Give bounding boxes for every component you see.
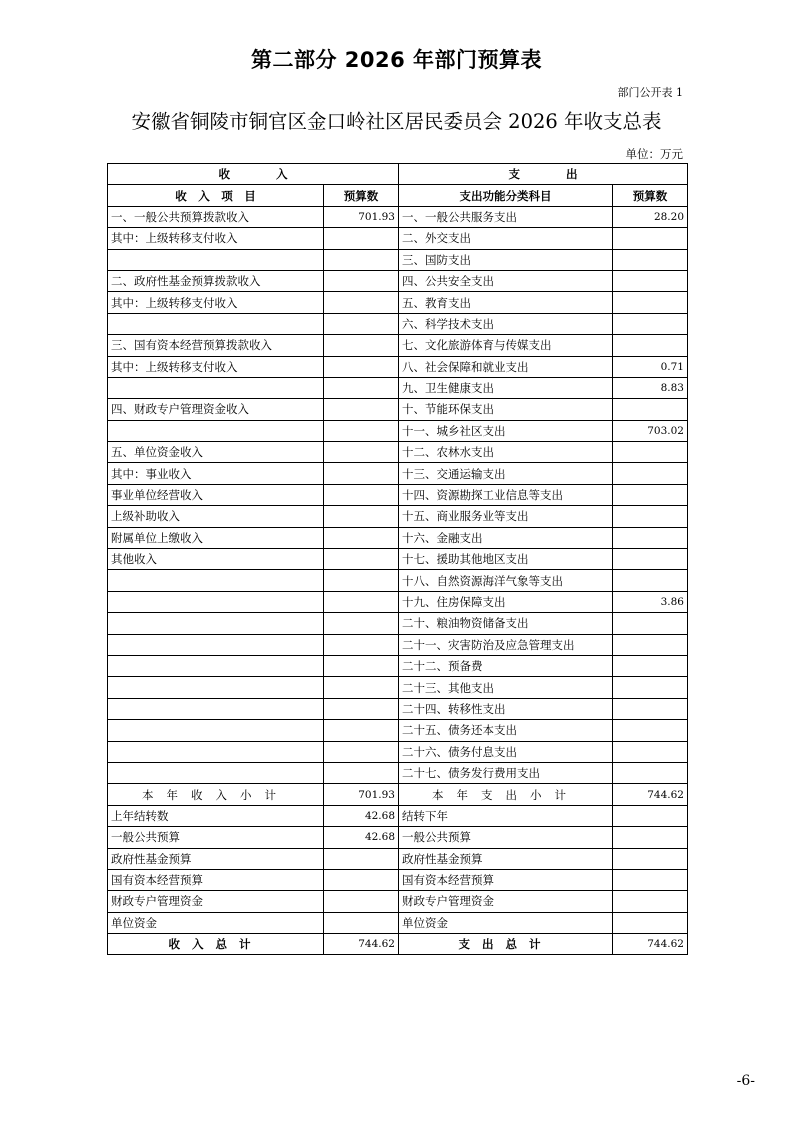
income-item-cell <box>108 613 324 634</box>
income-amount-cell <box>324 228 399 249</box>
table-row <box>108 463 688 484</box>
expense-item-cell: 二十一、灾害防治及应急管理支出 <box>399 634 613 655</box>
budget-summary-table <box>107 163 688 955</box>
income-item-cell <box>108 677 324 698</box>
income-item-cell <box>108 249 324 270</box>
income-item-cell <box>108 420 324 441</box>
income-item-column-header: 收 入 项 目 <box>108 185 324 206</box>
expense-amount-cell <box>613 292 688 313</box>
table-row <box>108 206 688 227</box>
form-number: 部门公开表 1 <box>617 86 683 99</box>
expense-item-cell: 十七、援助其他地区支出 <box>399 549 613 570</box>
expense-total-label: 支出总计 <box>399 934 613 955</box>
table-row <box>108 762 688 783</box>
expense-item-cell: 二十二、预备费 <box>399 655 613 676</box>
expense-amount-cell: 8.83 <box>613 377 688 398</box>
expense-item-cell: 十五、商业服务业等支出 <box>399 506 613 527</box>
expense-amount-cell <box>613 549 688 570</box>
income-amount-cell <box>324 570 399 591</box>
expense-amount-cell <box>613 741 688 762</box>
expense-item-cell: 五、教育支出 <box>399 292 613 313</box>
income-item-cell: 三、国有资本经营预算拨款收入 <box>108 335 324 356</box>
expense-amount-cell <box>613 463 688 484</box>
income-item-cell: 附属单位上缴收入 <box>108 527 324 548</box>
table-row <box>108 377 688 398</box>
income-carryover-label: 一般公共预算 <box>108 827 324 848</box>
expense-carryover-value <box>613 805 688 826</box>
income-amount-cell <box>324 741 399 762</box>
table-row <box>108 399 688 420</box>
income-item-cell: 其中：上级转移支付收入 <box>108 228 324 249</box>
income-item-cell <box>108 591 324 612</box>
income-amount-cell <box>324 463 399 484</box>
income-item-cell: 二、政府性基金预算拨款收入 <box>108 270 324 291</box>
expense-amount-cell: 3.86 <box>613 591 688 612</box>
expense-item-cell: 一、一般公共服务支出 <box>399 206 613 227</box>
income-amount-cell <box>324 762 399 783</box>
income-amount-cell <box>324 655 399 676</box>
expense-amount-cell <box>613 527 688 548</box>
expense-carryover-value <box>613 848 688 869</box>
table-title: 安徽省铜陵市铜官区金口岭社区居民委员会 2026 年收支总表 <box>131 110 662 133</box>
income-carryover-value: 42.68 <box>324 805 399 826</box>
income-amount-cell: 701.93 <box>324 206 399 227</box>
income-item-cell <box>108 570 324 591</box>
expense-item-cell: 十八、自然资源海洋气象等支出 <box>399 570 613 591</box>
income-amount-cell <box>324 484 399 505</box>
income-amount-cell <box>324 549 399 570</box>
expense-carryover-value <box>613 891 688 912</box>
expense-item-cell: 九、卫生健康支出 <box>399 377 613 398</box>
income-total-value: 744.62 <box>324 934 399 955</box>
table-row <box>108 591 688 612</box>
expense-amount-cell <box>613 570 688 591</box>
income-amount-cell <box>324 677 399 698</box>
expense-item-cell: 二十五、债务还本支出 <box>399 720 613 741</box>
expense-item-cell: 十四、资源勘探工业信息等支出 <box>399 484 613 505</box>
income-amount-column-header: 预算数 <box>324 185 399 206</box>
expense-item-cell: 三、国防支出 <box>399 249 613 270</box>
expense-item-cell: 十三、交通运输支出 <box>399 463 613 484</box>
table-header-row <box>108 164 688 185</box>
budget-table-body <box>108 164 688 955</box>
income-amount-cell <box>324 442 399 463</box>
income-item-cell <box>108 377 324 398</box>
income-item-cell <box>108 741 324 762</box>
expense-amount-cell <box>613 249 688 270</box>
income-item-cell: 上级补助收入 <box>108 506 324 527</box>
income-amount-cell <box>324 527 399 548</box>
table-row <box>108 634 688 655</box>
expense-item-cell: 十一、城乡社区支出 <box>399 420 613 441</box>
income-item-cell <box>108 762 324 783</box>
income-amount-cell <box>324 313 399 334</box>
expense-item-cell: 二十七、债务发行费用支出 <box>399 762 613 783</box>
expense-amount-cell <box>613 698 688 719</box>
income-item-cell <box>108 655 324 676</box>
table-row <box>108 549 688 570</box>
income-carryover-label: 上年结转数 <box>108 805 324 826</box>
expense-amount-cell <box>613 335 688 356</box>
carryover-row <box>108 827 688 848</box>
income-amount-cell <box>324 399 399 420</box>
income-total-label: 收入总计 <box>108 934 324 955</box>
expense-amount-cell: 0.71 <box>613 356 688 377</box>
income-amount-cell <box>324 698 399 719</box>
expense-item-cell: 六、科学技术支出 <box>399 313 613 334</box>
income-item-cell <box>108 634 324 655</box>
expense-item-cell: 四、公共安全支出 <box>399 270 613 291</box>
expense-item-cell: 二十三、其他支出 <box>399 677 613 698</box>
income-carryover-value <box>324 912 399 933</box>
income-subtotal-label: 本年收入小计 <box>108 784 324 805</box>
income-amount-cell <box>324 356 399 377</box>
income-item-cell: 一、一般公共预算拨款收入 <box>108 206 324 227</box>
expense-carryover-label: 政府性基金预算 <box>399 848 613 869</box>
expense-carryover-value <box>613 827 688 848</box>
expense-amount-cell: 28.20 <box>613 206 688 227</box>
table-row <box>108 613 688 634</box>
unit-label: 单位：万元 <box>625 147 683 161</box>
table-row <box>108 655 688 676</box>
expense-amount-cell <box>613 399 688 420</box>
expense-carryover-label: 单位资金 <box>399 912 613 933</box>
column-header-row <box>108 185 688 206</box>
income-amount-cell <box>324 613 399 634</box>
expense-carryover-label: 国有资本经营预算 <box>399 869 613 890</box>
expense-carryover-label: 一般公共预算 <box>399 827 613 848</box>
table-row <box>108 270 688 291</box>
expense-amount-cell <box>613 634 688 655</box>
expense-item-cell: 二十六、债务付息支出 <box>399 741 613 762</box>
income-item-cell: 其他收入 <box>108 549 324 570</box>
expense-item-cell: 十九、住房保障支出 <box>399 591 613 612</box>
expense-amount-cell <box>613 442 688 463</box>
income-item-cell <box>108 313 324 334</box>
table-row <box>108 506 688 527</box>
carryover-row <box>108 848 688 869</box>
part-title: 第二部分 2026 年部门预算表 <box>250 48 543 72</box>
expense-amount-cell <box>613 762 688 783</box>
expense-amount-cell <box>613 613 688 634</box>
expense-item-column-header: 支出功能分类科目 <box>399 185 613 206</box>
expense-subtotal-label: 本年支出小计 <box>399 784 613 805</box>
table-row <box>108 356 688 377</box>
income-item-cell: 其中：上级转移支付收入 <box>108 292 324 313</box>
expense-item-cell: 二十、粮油物资储备支出 <box>399 613 613 634</box>
expense-amount-cell <box>613 484 688 505</box>
income-carryover-value <box>324 869 399 890</box>
page-number: -6- <box>736 1073 755 1089</box>
expense-amount-cell <box>613 506 688 527</box>
income-carryover-value <box>324 848 399 869</box>
carryover-row <box>108 805 688 826</box>
income-subtotal-value: 701.93 <box>324 784 399 805</box>
expense-amount-cell <box>613 313 688 334</box>
table-row <box>108 228 688 249</box>
table-row <box>108 677 688 698</box>
expense-amount-cell <box>613 655 688 676</box>
income-carryover-value: 42.68 <box>324 827 399 848</box>
carryover-row <box>108 891 688 912</box>
expense-item-cell: 十二、农林水支出 <box>399 442 613 463</box>
income-amount-cell <box>324 506 399 527</box>
table-row <box>108 249 688 270</box>
expense-amount-cell <box>613 270 688 291</box>
income-amount-cell <box>324 591 399 612</box>
income-item-cell: 其中：事业收入 <box>108 463 324 484</box>
expense-carryover-value <box>613 912 688 933</box>
income-amount-cell <box>324 634 399 655</box>
expense-subtotal-value: 744.62 <box>613 784 688 805</box>
income-item-cell: 四、财政专户管理资金收入 <box>108 399 324 420</box>
expense-amount-cell <box>613 720 688 741</box>
income-item-cell: 五、单位资金收入 <box>108 442 324 463</box>
income-amount-cell <box>324 292 399 313</box>
income-amount-cell <box>324 249 399 270</box>
expense-carryover-label: 结转下年 <box>399 805 613 826</box>
expense-amount-column-header: 预算数 <box>613 185 688 206</box>
income-item-cell <box>108 720 324 741</box>
income-amount-cell <box>324 335 399 356</box>
income-amount-cell <box>324 420 399 441</box>
expense-amount-cell: 703.02 <box>613 420 688 441</box>
expense-item-cell: 十六、金融支出 <box>399 527 613 548</box>
income-amount-cell <box>324 270 399 291</box>
expense-amount-cell <box>613 228 688 249</box>
income-section-header: 收 入 <box>108 164 399 185</box>
expense-item-cell: 二、外交支出 <box>399 228 613 249</box>
table-row <box>108 698 688 719</box>
table-row <box>108 484 688 505</box>
table-row <box>108 313 688 334</box>
table-row <box>108 420 688 441</box>
expense-item-cell: 二十四、转移性支出 <box>399 698 613 719</box>
expense-total-value: 744.62 <box>613 934 688 955</box>
expense-section-header: 支 出 <box>399 164 688 185</box>
income-carryover-label: 政府性基金预算 <box>108 848 324 869</box>
income-amount-cell <box>324 377 399 398</box>
income-carryover-value <box>324 891 399 912</box>
table-row <box>108 292 688 313</box>
carryover-row <box>108 912 688 933</box>
income-item-cell: 其中：上级转移支付收入 <box>108 356 324 377</box>
carryover-row <box>108 869 688 890</box>
income-item-cell <box>108 698 324 719</box>
table-row <box>108 570 688 591</box>
income-carryover-label: 财政专户管理资金 <box>108 891 324 912</box>
income-carryover-label: 单位资金 <box>108 912 324 933</box>
income-carryover-label: 国有资本经营预算 <box>108 869 324 890</box>
table-row <box>108 527 688 548</box>
subtotal-row <box>108 784 688 805</box>
expense-item-cell: 七、文化旅游体育与传媒支出 <box>399 335 613 356</box>
expense-amount-cell <box>613 677 688 698</box>
expense-carryover-label: 财政专户管理资金 <box>399 891 613 912</box>
table-row <box>108 335 688 356</box>
income-item-cell: 事业单位经营收入 <box>108 484 324 505</box>
expense-item-cell: 十、节能环保支出 <box>399 399 613 420</box>
table-row <box>108 720 688 741</box>
income-amount-cell <box>324 720 399 741</box>
expense-carryover-value <box>613 869 688 890</box>
total-row <box>108 934 688 955</box>
table-row <box>108 741 688 762</box>
expense-item-cell: 八、社会保障和就业支出 <box>399 356 613 377</box>
table-row <box>108 442 688 463</box>
